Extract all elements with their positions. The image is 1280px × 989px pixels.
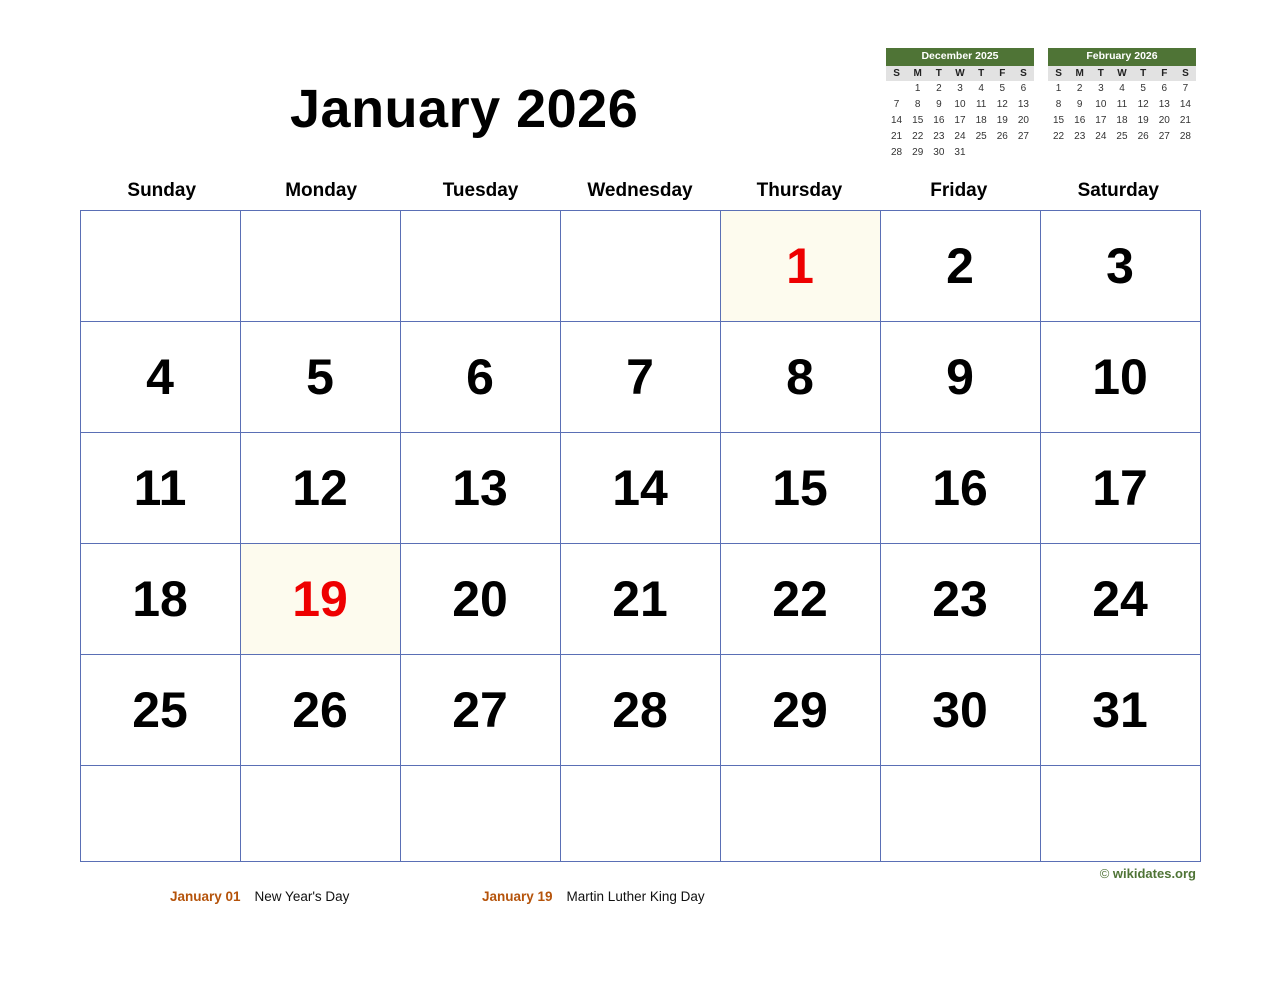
day-number: 2	[946, 238, 974, 294]
weekday-header-row	[82, 180, 1198, 210]
mini-day-cell: 24	[954, 131, 966, 143]
mini-day-cell	[1133, 145, 1154, 150]
mini-week-row	[886, 113, 1034, 129]
calendar-day-cell[interactable]	[880, 766, 1040, 862]
day-number: 13	[452, 460, 508, 516]
holiday-name: Martin Luther King Day	[566, 889, 705, 904]
mini-calendar-title: February 2026	[1048, 48, 1196, 66]
mini-dow-label: S	[1175, 66, 1196, 81]
mini-day-cell: 7	[893, 99, 900, 111]
mini-day-cell: 5	[999, 83, 1006, 95]
calendar-day-cell[interactable]	[560, 211, 720, 322]
calendar-day-cell[interactable]	[720, 655, 880, 766]
mini-day-cell: 22	[912, 131, 924, 143]
mini-day-cell: 20	[1158, 115, 1170, 127]
calendar-day-cell[interactable]	[720, 433, 880, 544]
calendar-header	[0, 0, 1280, 180]
calendar-week-row	[80, 544, 1200, 655]
mini-day-cell: 14	[891, 115, 903, 127]
mini-week-row	[1048, 81, 1196, 97]
mini-week-row	[1048, 145, 1196, 150]
mini-day-cell: 24	[1095, 131, 1107, 143]
mini-day-cell	[1111, 145, 1132, 150]
day-number: 9	[946, 349, 974, 405]
calendar-day-cell[interactable]	[560, 766, 720, 862]
mini-dow-label: M	[907, 66, 928, 81]
mini-day-cell: 18	[975, 115, 987, 127]
calendar-day-cell[interactable]	[400, 433, 560, 544]
calendar-day-cell[interactable]	[1040, 766, 1200, 862]
day-number: 4	[146, 349, 174, 405]
calendar-day-cell[interactable]	[880, 211, 1040, 322]
mini-day-cell	[886, 81, 907, 97]
mini-day-cell: 11	[975, 99, 987, 111]
calendar-day-cell[interactable]	[1040, 655, 1200, 766]
calendar-day-cell[interactable]	[240, 766, 400, 862]
calendar-day-cell[interactable]	[560, 322, 720, 433]
calendar-week-row	[80, 211, 1200, 322]
mini-day-cell: 27	[1017, 131, 1029, 143]
calendar-day-cell[interactable]	[400, 544, 560, 655]
mini-day-cell	[1154, 145, 1175, 150]
holiday-legend-item	[170, 889, 349, 904]
copyright-symbol: ©	[1099, 866, 1110, 881]
mini-day-cell	[1013, 145, 1034, 161]
calendar-day-cell[interactable]	[80, 544, 240, 655]
calendar-day-cell[interactable]	[880, 544, 1040, 655]
mini-day-cell: 10	[954, 99, 966, 111]
day-number: 18	[132, 571, 188, 627]
calendar-day-cell[interactable]	[240, 211, 400, 322]
holiday-date: January 01	[170, 889, 241, 904]
mini-day-cell: 21	[1179, 115, 1191, 127]
day-number: 22	[772, 571, 828, 627]
calendar-day-cell[interactable]	[400, 211, 560, 322]
mini-day-cell: 15	[1053, 115, 1065, 127]
day-number: 6	[466, 349, 494, 405]
mini-day-cell: 4	[1119, 83, 1125, 95]
mini-day-cell	[971, 145, 992, 161]
weekday-label-wednesday: Wednesday	[587, 180, 693, 201]
calendar-day-cell[interactable]	[1040, 322, 1200, 433]
mini-day-cell: 14	[1179, 99, 1191, 111]
mini-week-row	[1048, 129, 1196, 145]
mini-day-cell	[1069, 145, 1090, 150]
site-name: wikidates.org	[1112, 866, 1196, 881]
mini-day-cell: 1	[914, 83, 921, 95]
mini-dow-label: F	[992, 66, 1013, 81]
mini-day-cell: 2	[936, 83, 942, 95]
calendar-day-cell[interactable]	[880, 322, 1040, 433]
mini-day-cell: 25	[1116, 131, 1128, 143]
mini-day-cell: 3	[1098, 83, 1104, 95]
day-number: 5	[306, 349, 334, 405]
mini-day-cell: 23	[933, 131, 945, 143]
calendar-day-cell[interactable]	[400, 322, 560, 433]
mini-dow-label: M	[1069, 66, 1090, 81]
mini-day-cell: 21	[891, 131, 903, 143]
mini-day-cell	[1048, 145, 1069, 150]
day-number: 19	[292, 571, 348, 627]
calendar-day-cell[interactable]	[240, 433, 400, 544]
day-number: 15	[772, 460, 828, 516]
mini-day-cell: 11	[1116, 99, 1128, 111]
mini-day-cell: 10	[1095, 99, 1107, 111]
mini-day-cell: 26	[1137, 131, 1149, 143]
mini-day-cell: 12	[1137, 99, 1149, 111]
calendar-day-cell[interactable]	[560, 433, 720, 544]
day-number: 29	[772, 682, 828, 738]
day-number: 20	[452, 571, 508, 627]
mini-day-cell: 6	[1161, 83, 1168, 95]
mini-day-cell	[1090, 145, 1111, 150]
mini-dow-label: T	[971, 66, 992, 81]
mini-dow-label: W	[949, 66, 970, 81]
calendar-week-row	[80, 655, 1200, 766]
mini-day-cell: 12	[996, 99, 1008, 111]
calendar-week-row	[80, 433, 1200, 544]
weekday-label-friday: Friday	[930, 180, 988, 201]
mini-week-row	[886, 81, 1034, 97]
mini-dow-label: T	[1090, 66, 1111, 81]
day-number: 8	[786, 349, 814, 405]
calendar-week-row	[80, 766, 1200, 862]
day-number: 3	[1106, 238, 1134, 294]
calendar-day-cell[interactable]	[80, 766, 240, 862]
mini-day-cell: 8	[914, 99, 921, 111]
mini-week-row	[1048, 97, 1196, 113]
mini-day-cell: 28	[1179, 131, 1191, 143]
weekday-label-monday: Monday	[285, 180, 358, 201]
mini-day-cell: 31	[954, 147, 966, 159]
calendar-day-cell[interactable]	[1040, 433, 1200, 544]
calendar-day-cell[interactable]	[80, 322, 240, 433]
mini-day-cell: 16	[1074, 115, 1086, 127]
calendar-day-cell[interactable]	[560, 544, 720, 655]
mini-day-cell: 16	[933, 115, 945, 127]
holiday-name: New Year's Day	[254, 889, 350, 904]
mini-dow-label: S	[1013, 66, 1034, 81]
calendar-day-cell[interactable]	[880, 433, 1040, 544]
calendar-day-cell[interactable]	[80, 655, 240, 766]
calendar-day-cell[interactable]	[880, 655, 1040, 766]
calendar-day-cell[interactable]	[400, 655, 560, 766]
mini-day-cell: 27	[1158, 131, 1170, 143]
calendar-day-cell[interactable]	[560, 655, 720, 766]
mini-day-cell	[992, 145, 1013, 161]
mini-day-cell: 25	[975, 131, 987, 143]
mini-calendars	[886, 48, 1196, 161]
mini-dow-label: T	[1133, 66, 1154, 81]
mini-day-cell: 7	[1182, 83, 1189, 95]
day-number: 26	[292, 682, 348, 738]
day-number: 1	[786, 238, 814, 294]
mini-day-cell: 13	[1158, 99, 1170, 111]
calendar-grid-body	[80, 211, 1200, 862]
mini-day-cell: 29	[912, 147, 924, 159]
day-number: 30	[932, 682, 988, 738]
mini-day-cell: 26	[996, 131, 1008, 143]
day-number: 11	[133, 460, 187, 516]
mini-day-cell: 6	[1020, 83, 1027, 95]
day-number: 10	[1092, 349, 1148, 405]
mini-calendar	[886, 48, 1034, 161]
mini-calendar	[1048, 48, 1196, 161]
day-number: 23	[932, 571, 988, 627]
day-number: 27	[452, 682, 508, 738]
calendar-day-cell[interactable]	[720, 211, 880, 322]
day-number: 16	[932, 460, 988, 516]
mini-day-cell: 5	[1140, 83, 1146, 95]
day-number: 17	[1092, 460, 1148, 516]
calendar-day-cell[interactable]	[720, 322, 880, 433]
mini-day-cell: 19	[1137, 115, 1149, 127]
mini-day-cell: 9	[1076, 99, 1083, 111]
mini-day-cell: 2	[1076, 83, 1083, 95]
calendar-day-cell[interactable]	[80, 433, 240, 544]
holiday-legend-item	[482, 889, 705, 904]
weekday-label-tuesday: Tuesday	[442, 180, 519, 201]
calendar-day-cell[interactable]	[240, 322, 400, 433]
mini-dow-label: S	[1048, 66, 1069, 81]
mini-day-cell: 28	[891, 147, 903, 159]
mini-day-cell: 15	[912, 115, 924, 127]
mini-day-cell: 13	[1017, 99, 1029, 111]
mini-day-cell: 3	[957, 83, 963, 95]
calendar-day-cell[interactable]	[240, 655, 400, 766]
mini-day-cell: 4	[978, 83, 984, 95]
mini-week-row	[886, 145, 1034, 161]
mini-day-cell	[1175, 145, 1196, 150]
calendar-day-cell[interactable]	[400, 766, 560, 862]
calendar-day-cell[interactable]	[80, 211, 240, 322]
mini-day-cell: 20	[1017, 115, 1029, 127]
mini-dow-label: W	[1111, 66, 1132, 81]
holiday-date: January 19	[482, 889, 553, 904]
weekday-label-saturday: Saturday	[1077, 180, 1159, 201]
mini-dow-label: F	[1154, 66, 1175, 81]
calendar-grid	[80, 210, 1201, 862]
mini-day-cell: 1	[1055, 83, 1062, 95]
calendar-footer	[82, 862, 1198, 922]
day-number: 21	[612, 571, 668, 627]
calendar-day-cell[interactable]	[1040, 544, 1200, 655]
mini-day-cell: 30	[933, 147, 945, 159]
mini-calendar-title: December 2025	[886, 48, 1034, 66]
mini-day-cell: 17	[954, 115, 966, 127]
mini-week-row	[1048, 113, 1196, 129]
mini-week-row	[886, 129, 1034, 145]
day-number: 24	[1092, 571, 1148, 627]
mini-dow-label: T	[928, 66, 949, 81]
mini-day-cell: 19	[996, 115, 1008, 127]
mini-day-cell: 9	[936, 99, 942, 111]
mini-day-cell: 23	[1074, 131, 1086, 143]
calendar-day-cell[interactable]	[240, 544, 400, 655]
day-number: 14	[612, 460, 668, 516]
day-number: 28	[612, 682, 668, 738]
mini-day-cell: 17	[1095, 115, 1107, 127]
mini-day-cell: 18	[1116, 115, 1128, 127]
mini-week-row	[886, 97, 1034, 113]
mini-day-cell: 8	[1055, 99, 1062, 111]
page-title: January 2026	[290, 79, 639, 139]
day-number: 12	[292, 460, 348, 516]
calendar-day-cell[interactable]	[720, 544, 880, 655]
mini-dow-label: S	[886, 66, 907, 81]
weekday-label-thursday: Thursday	[756, 180, 843, 201]
mini-day-cell: 22	[1053, 131, 1065, 143]
calendar-day-cell[interactable]	[720, 766, 880, 862]
calendar-day-cell[interactable]	[1040, 211, 1200, 322]
day-number: 31	[1092, 682, 1148, 738]
day-number: 25	[132, 682, 188, 738]
day-number: 7	[626, 349, 654, 405]
weekday-label-sunday: Sunday	[127, 180, 197, 201]
calendar-week-row	[80, 322, 1200, 433]
copyright-credit	[1100, 866, 1196, 881]
